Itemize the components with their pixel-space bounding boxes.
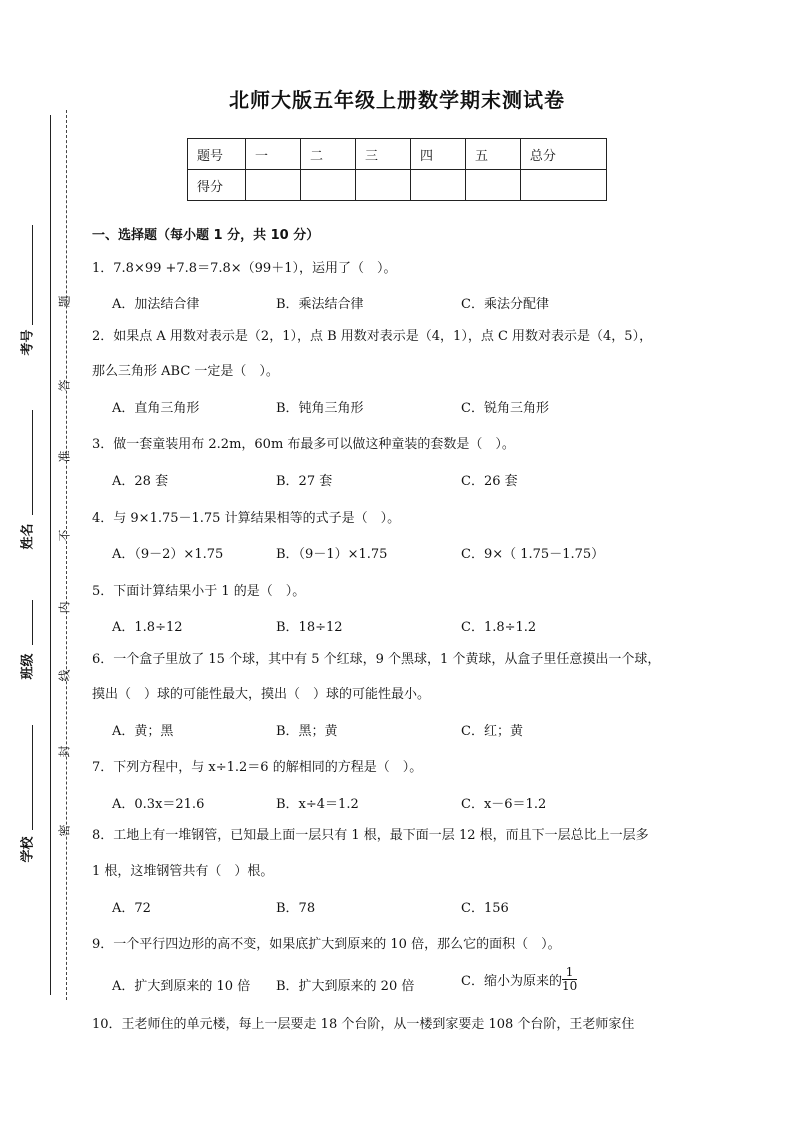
question-7: 7．下列方程中，与 x÷1.2＝6 的解相同的方程是（ ）。	[92, 760, 423, 775]
fraction-denominator: 10	[561, 979, 578, 993]
q5-option-a: A．1.8÷12	[112, 620, 183, 635]
q4-option-a: A．（9－2）×1.75	[112, 547, 224, 562]
question-2: 2．如果点 A 用数对表示是（2，1），点 B 用数对表示是（4，1），点 C 用数对表示是（4，5），	[92, 329, 653, 344]
q8-option-a: A．72	[112, 901, 151, 916]
binding-dashed-line	[66, 110, 67, 1000]
label-name: 姓名	[20, 523, 36, 550]
q9-option-a: A．扩大到原来的 10 倍	[112, 979, 251, 994]
q9-option-c-text: C．缩小为原来的	[461, 974, 562, 989]
score-cell[interactable]	[520, 170, 606, 201]
question-6-cont: 摸出（ ）球的可能性最大，摸出（ ）球的可能性最小。	[92, 687, 431, 702]
question-3: 3．做一套童装用布 2.2m，60m 布最多可以做这种童装的套数是（ ）。	[92, 437, 515, 452]
question-6: 6．一个盒子里放了 15 个球，其中有 5 个红球，9 个黑球，1 个黄球，从盒子里任意摸出一个球，	[92, 652, 661, 667]
fold-char: 题	[57, 295, 72, 308]
class-line	[32, 600, 33, 645]
q4-option-b: B．（9－1）×1.75	[276, 547, 388, 562]
score-header-cell: 题号	[188, 139, 246, 170]
fold-char: 线	[57, 669, 72, 682]
q7-option-b: B．x÷4＝1.2	[276, 797, 359, 812]
score-table	[187, 138, 607, 201]
question-5: 5．下面计算结果小于 1 的是（ ）。	[92, 584, 306, 599]
page-title: 北师大版五年级上册数学期末测试卷	[229, 88, 565, 112]
question-2-cont: 那么三角形 ABC 一定是（ ）。	[92, 364, 279, 379]
q2-option-c: C．锐角三角形	[461, 401, 549, 416]
fold-char: 内	[57, 601, 72, 614]
label-school: 学校	[20, 836, 36, 863]
q6-option-c: C．红；黄	[461, 724, 523, 739]
q1-option-b: B．乘法结合律	[276, 297, 364, 312]
q3-option-b: B．27 套	[276, 474, 333, 489]
question-8-cont: 1 根，这堆钢管共有（ ）根。	[92, 864, 274, 879]
q3-option-a: A．28 套	[112, 474, 169, 489]
question-9: 9．一个平行四边形的高不变，如果底扩大到原来的 10 倍，那么它的面积（ ）。	[92, 937, 561, 952]
q7-option-c: C．x－6＝1.2	[461, 797, 547, 812]
q5-option-c: C．1.8÷1.2	[461, 620, 537, 635]
label-kaohao: 考号	[20, 329, 36, 356]
score-header-cell: 总分	[520, 139, 606, 170]
q6-option-a: A．黄；黑	[112, 724, 174, 739]
score-cell[interactable]	[355, 170, 410, 201]
q9-option-c	[461, 966, 577, 993]
label-class: 班级	[20, 653, 36, 680]
q8-option-b: B．78	[276, 901, 316, 916]
score-header-cell: 一	[246, 139, 301, 170]
q6-option-b: B．黑；黄	[276, 724, 338, 739]
kaohao-line	[32, 225, 33, 325]
q3-option-c: C．26 套	[461, 474, 518, 489]
score-cell[interactable]	[465, 170, 520, 201]
q1-option-c: C．乘法分配律	[461, 297, 549, 312]
question-1: 1．7.8×99 +7.8＝7.8×（99＋1），运用了（ ）。	[92, 261, 397, 276]
fold-char: 不	[57, 529, 72, 542]
q8-option-c: C．156	[461, 901, 509, 916]
question-10: 10．王老师住的单元楼，每上一层要走 18 个台阶，从一楼到家要走 108 个台阶，王老师家住	[92, 1017, 635, 1032]
name-line	[32, 410, 33, 515]
question-8: 8．工地上有一堆钢管，已知最上面一层只有 1 根，最下面一层 12 根，而且下一层总比上一层多	[92, 828, 649, 843]
q5-option-b: B．18÷12	[276, 620, 343, 635]
school-line	[32, 725, 33, 830]
score-cell[interactable]	[410, 170, 465, 201]
binding-solid-line	[50, 115, 51, 995]
fold-char: 答	[57, 379, 72, 392]
fold-char: 密	[57, 824, 72, 837]
q4-option-c: C．9×（ 1.75－1.75）	[461, 547, 605, 562]
q2-option-b: B．钝角三角形	[276, 401, 364, 416]
q1-option-a: A．加法结合律	[112, 297, 200, 312]
score-row-label: 得分	[188, 170, 246, 201]
score-cell[interactable]	[246, 170, 301, 201]
q9-option-b: B．扩大到原来的 20 倍	[276, 979, 415, 994]
q7-option-a: A．0.3x＝21.6	[112, 797, 205, 812]
score-table-score-row	[188, 170, 607, 201]
score-header-cell: 二	[300, 139, 355, 170]
score-table-header-row	[188, 139, 607, 170]
score-header-cell: 四	[410, 139, 465, 170]
score-cell[interactable]	[300, 170, 355, 201]
fraction-numerator: 1	[562, 966, 577, 980]
fold-char: 封	[57, 745, 72, 758]
score-header-cell: 五	[465, 139, 520, 170]
score-header-cell: 三	[355, 139, 410, 170]
q2-option-a: A．直角三角形	[112, 401, 200, 416]
question-4: 4．与 9×1.75－1.75 计算结果相等的式子是（ ）。	[92, 511, 401, 526]
fraction	[562, 966, 577, 993]
section-heading: 一、选择题（每小题 1 分，共 10 分）	[92, 228, 320, 243]
fold-char: 准	[57, 450, 72, 463]
